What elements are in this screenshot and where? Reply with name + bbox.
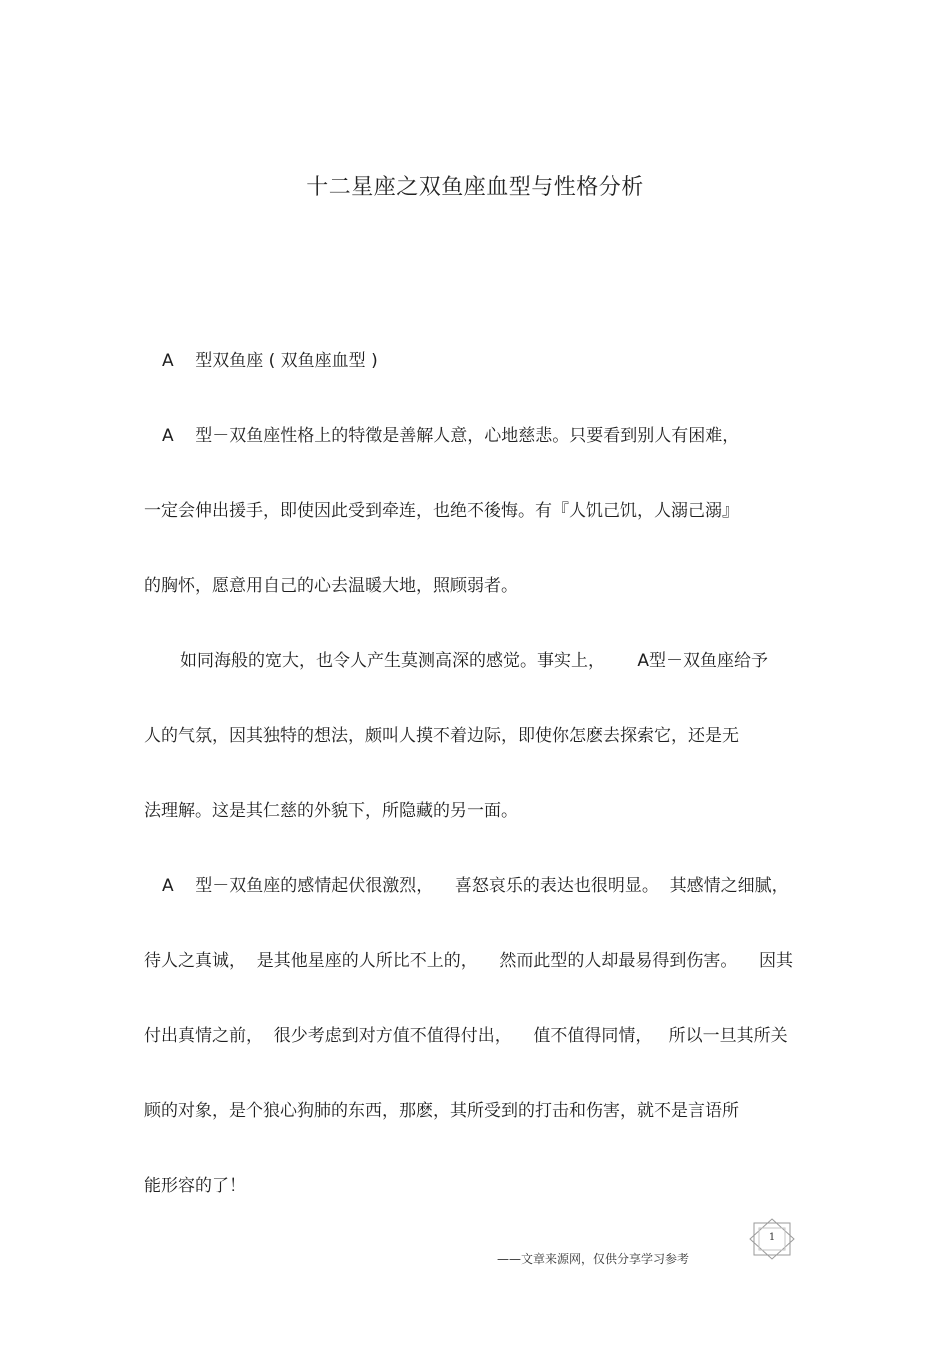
paragraph-line: A 型双鱼座 ( 双鱼座血型 )	[162, 351, 378, 371]
paragraph-line: 法理解。这是其仁慈的外貌下，所隐藏的另一面。	[144, 801, 518, 821]
page-number-badge	[747, 1218, 797, 1260]
page-number: 1	[768, 1232, 776, 1243]
paragraph-line: 人的气氛，因其独特的想法，颇叫人摸不着边际，即使你怎麽去探索它，还是无	[144, 726, 739, 746]
paragraph-line: A 型－双鱼座的感情起伏很激烈， 喜怒哀乐的表达也很明显。 其感情之细腻，	[162, 876, 789, 896]
footer-source-note: ——文章来源网，仅供分享学习参考	[497, 1252, 690, 1266]
paragraph-line: 顾的对象，是个狼心狗肺的东西，那麽，其所受到的打击和伤害，就不是言语所	[144, 1101, 739, 1121]
paragraph-line: 的胸怀，愿意用自己的心去温暖大地，照顾弱者。	[144, 576, 518, 596]
document-title: 十二星座之双鱼座血型与性格分析	[306, 175, 644, 200]
paragraph-line: 一定会伸出援手，即使因此受到牵连，也绝不後悔。有『人饥己饥，人溺己溺』	[144, 501, 739, 521]
paragraph-line: 待人之真诚， 是其他星座的人所比不上的， 然而此型的人却最易得到伤害。 因其	[144, 951, 794, 971]
paragraph-line: 能形容的了！	[144, 1176, 246, 1196]
paragraph-line: 如同海般的宽大，也令人产生莫测高深的感觉。事实上， A型－双鱼座给予	[180, 651, 769, 671]
paragraph-line: A 型－双鱼座性格上的特徵是善解人意，心地慈悲。只要看到别人有困难，	[162, 426, 740, 446]
paragraph-line: 付出真情之前， 很少考虑到对方值不值得付出， 值不值得同情， 所以一旦其所关	[144, 1026, 788, 1046]
